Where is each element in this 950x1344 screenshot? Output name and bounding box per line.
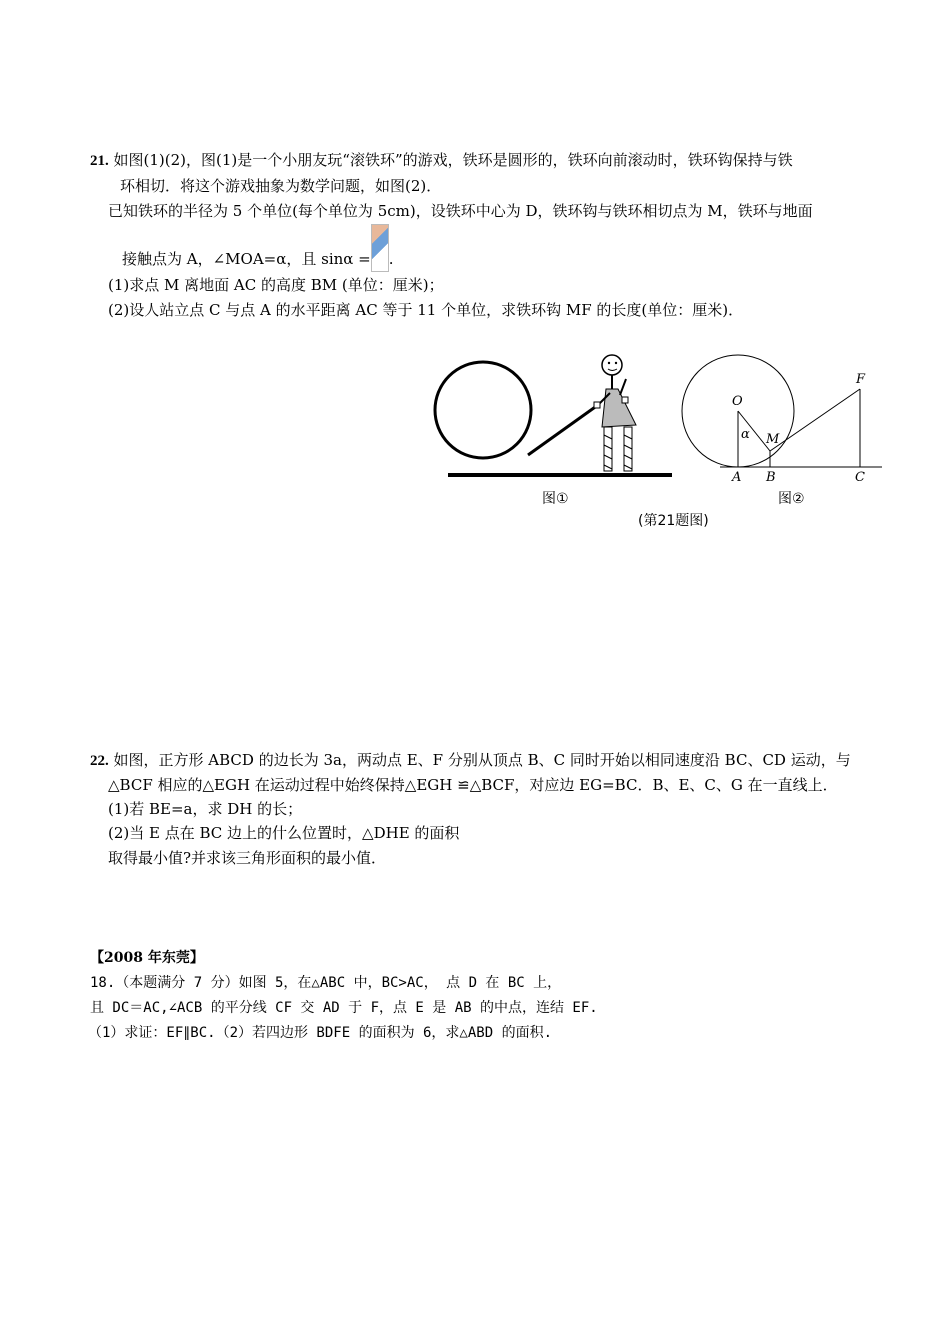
- q22-line2: △BCF 相应的△EGH 在运动过程中始终保持△EGH ≌△BCF，对应边 EG=BC．B、E、C、G 在一直线上．: [108, 776, 838, 794]
- q21-line1: 21. 如图(1)(2)，图(1)是一个小朋友玩“滚铁环”的游戏，铁环是圆形的，铁环向前滚动时，铁环钩保持与铁: [90, 151, 793, 169]
- label-O: O: [732, 394, 743, 409]
- caption-fig2: 图②: [778, 491, 805, 507]
- child-figure: [594, 355, 636, 471]
- section-line2: 且 DC＝AC,∠ACB 的平分线 CF 交 AD 于 F，点 E 是 AB 的中点，连结 EF.: [90, 1000, 598, 1016]
- label-F: F: [856, 372, 866, 387]
- q22-part3: 取得最小值?并求该三角形面积的最小值．: [108, 849, 387, 867]
- label-B: B: [766, 470, 776, 485]
- caption-main: (第21题图): [638, 513, 709, 529]
- section-line1: 18.（本题满分 7 分）如图 5，在△ABC 中，BC>AC， 点 D 在 BC 上，: [90, 975, 562, 991]
- caption-fig1: 图①: [542, 491, 569, 507]
- q21-line4: 接触点为 A，∠MOA=α，且 sinα = .: [122, 236, 394, 284]
- hoop-hook: [528, 405, 598, 455]
- q21-line2: 环相切．将这个游戏抽象为数学问题，如图(2)．: [120, 177, 442, 195]
- q21-part2: (2)设人站立点 C 与点 A 的水平距离 AC 等于 11 个单位，求铁环钩 MF 的长度(单位：厘米)．: [108, 301, 744, 319]
- label-A: A: [732, 470, 742, 485]
- q21-figure: [430, 345, 890, 535]
- hoop-circle: [435, 362, 531, 458]
- label-C: C: [855, 470, 865, 485]
- q21-part1: (1)求点 M 离地面 AC 的高度 BM (单位：厘米)；: [108, 276, 444, 294]
- label-M: M: [766, 432, 780, 447]
- q21-number: 21.: [90, 153, 109, 169]
- section-heading: 【2008 年东莞】: [90, 950, 204, 966]
- section-line3: （1）求证：EF∥BC.（2）若四边形 BDFE 的面积为 6，求△ABD 的面积.: [88, 1025, 553, 1041]
- q22-part1: (1)若 BE=a，求 DH 的长；: [108, 800, 303, 818]
- segment-MF: [770, 389, 860, 451]
- q22-line1: 22. 如图，正方形 ABCD 的边长为 3a，两动点 E、F 分别从顶点 B、C 同时开始以相同速度沿 BC、CD 运动，与: [90, 751, 851, 769]
- q22-number: 22.: [90, 753, 109, 769]
- q22-part2: (2)当 E 点在 BC 边上的什么位置时，△DHE 的面积: [108, 824, 460, 842]
- q21-line3: 已知铁环的半径为 5 个单位(每个单位为 5cm)，设铁环中心为 D，铁环钩与铁环相切点为 M，铁环与地面: [108, 202, 813, 220]
- sin-fraction-image: [371, 224, 389, 272]
- label-alpha: α: [741, 427, 750, 442]
